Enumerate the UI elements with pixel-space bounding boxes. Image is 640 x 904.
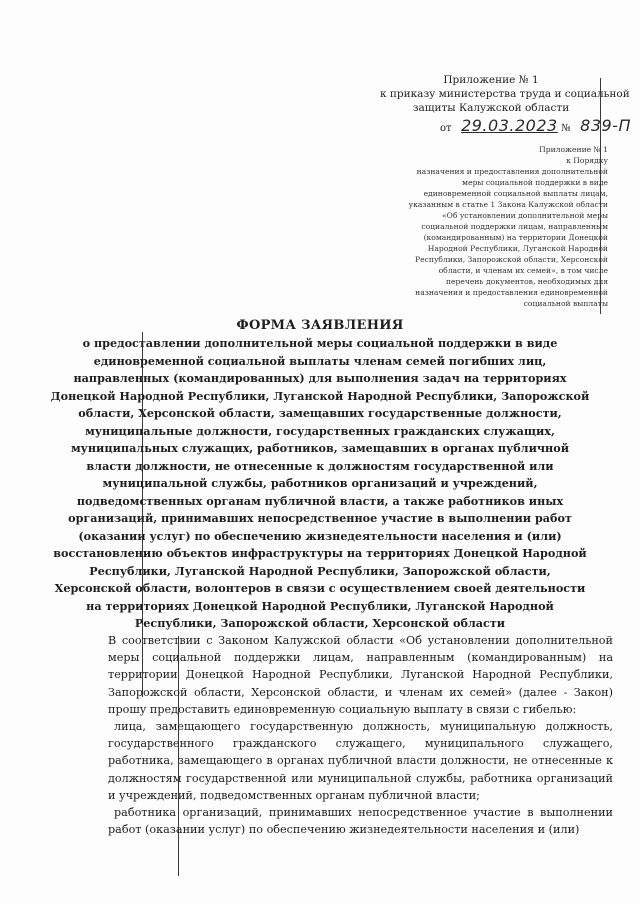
subtitle-line: муниципальной службы, работников организаций и учреждений, (102, 476, 538, 490)
subtitle-line: Республики, Запорожской области, Херсонской области (134, 616, 506, 630)
appendix-1-line: Приложение № 1 (443, 74, 539, 86)
form-body (108, 632, 613, 838)
subtitle-line: Республики, Луганской Народной Республики, Запорожской области, (89, 563, 551, 578)
appendix-2-line: перечень документов, необходимых для (445, 277, 608, 286)
subtitle-line: единовременной социальной выплаты членам семей погибших лиц, (93, 353, 547, 368)
appendix-2-line: Республики, Запорожской области, Херсонской (415, 255, 608, 264)
subtitle-line: Донецкой Народной Республики, Луганской Народной Республики, Запорожской (50, 388, 590, 403)
appendix-2-header (400, 144, 608, 309)
appendix-2-line: Народной Республики, Луганской Народной (427, 244, 608, 253)
body-paragraph: лица, замещающего государственную должность, муниципальную должность, государственного гражданского служащего, муниципального служащего, работника, замещающего в органах публичной власти должности, не отнесенные к должностям государственной или муниципальной службы, работника организаций и учреждений, подведомственных органам публичной власти; (108, 720, 613, 802)
appendix-2-line: (командированным) на территории Донецкой (423, 233, 608, 242)
order-date: 29.03.2023 (461, 116, 558, 135)
appendix-2-line: «Об установлении дополнительной меры (441, 211, 608, 220)
subtitle-line: направленных (командированных) для выполнения задач на территориях (73, 371, 567, 385)
subtitle-line: муниципальных служащих, работников, замещавших в органах публичной (70, 441, 570, 455)
subtitle-line: власти должности, не отнесенные к должностям государственной или (86, 458, 554, 473)
date-label: от (440, 123, 452, 134)
form-title: ФОРМА ЗАЯВЛЕНИЯ (236, 318, 404, 333)
subtitle-line: (оказании услуг) по обеспечению жизнедеятельности населения и (или) (78, 528, 562, 543)
appendix-2-line: социальной выплаты (523, 299, 608, 308)
subtitle-line: о предоставлении дополнительной меры социальной поддержки в виде (82, 336, 558, 350)
appendix-1-line: защиты Калужской области (412, 102, 570, 114)
subtitle-line: организаций, принимавших непосредственное участие в выполнении работ (68, 511, 572, 525)
number-label: № (561, 123, 571, 134)
appendix-2-line: к Порядку (566, 156, 608, 165)
body-paragraph: В соответствии с Законом Калужской области «Об установлении дополнительной меры социальной поддержки лицам, направленным (командированным) на территории Донецкой Народной Республики, Луганской Народной Республики, Запорожской области, Херсонской области, и членам их семей» (далее - Закон) прошу предоставить единовременную социальную выплату в связи с гибелью: (108, 634, 613, 716)
subtitle-line: области, Херсонской области, замещавших государственные должности, (78, 406, 562, 420)
appendix-2-line: назначения и предоставления единовременной (415, 288, 608, 297)
form-subtitle (28, 335, 612, 633)
appendix-1-header (380, 73, 630, 115)
appendix-2-line: меры социальной поддержки в виде (462, 178, 608, 187)
appendix-2-line: единовременной социальной выплаты лицам, (423, 189, 608, 198)
subtitle-line: муниципальные должности, государственных гражданских служащих, (85, 423, 555, 438)
appendix-2-line: области, и членам их семей», в том числе (438, 266, 608, 275)
appendix-2-line: социальной поддержки лицам, направленным (421, 222, 608, 231)
body-paragraph: работника организаций, принимавших непосредственное участие в выполнении работ (оказании услуг) по обеспечению жизнедеятельности населения и (или) (108, 806, 613, 837)
appendix-1-line: к приказу министерства труда и социальной (380, 88, 630, 100)
appendix-2-line: указанным в статье 1 Закона Калужской области (408, 200, 608, 209)
subtitle-line: Херсонской области, волонтеров в связи с осуществлением своей деятельности (54, 581, 586, 595)
order-number: 839-П (580, 116, 631, 135)
subtitle-line: подведомственных органам публичной власти, а также работников иных (76, 493, 564, 508)
order-date-number (440, 116, 631, 135)
subtitle-line: на территориях Донецкой Народной Республики, Луганской Народной (86, 598, 554, 613)
subtitle-line: восстановлению объектов инфраструктуры на территориях Донецкой Народной (53, 546, 587, 560)
appendix-2-line: Приложение № 1 (539, 145, 608, 154)
appendix-2-line: назначения и предоставления дополнительной (416, 167, 608, 176)
